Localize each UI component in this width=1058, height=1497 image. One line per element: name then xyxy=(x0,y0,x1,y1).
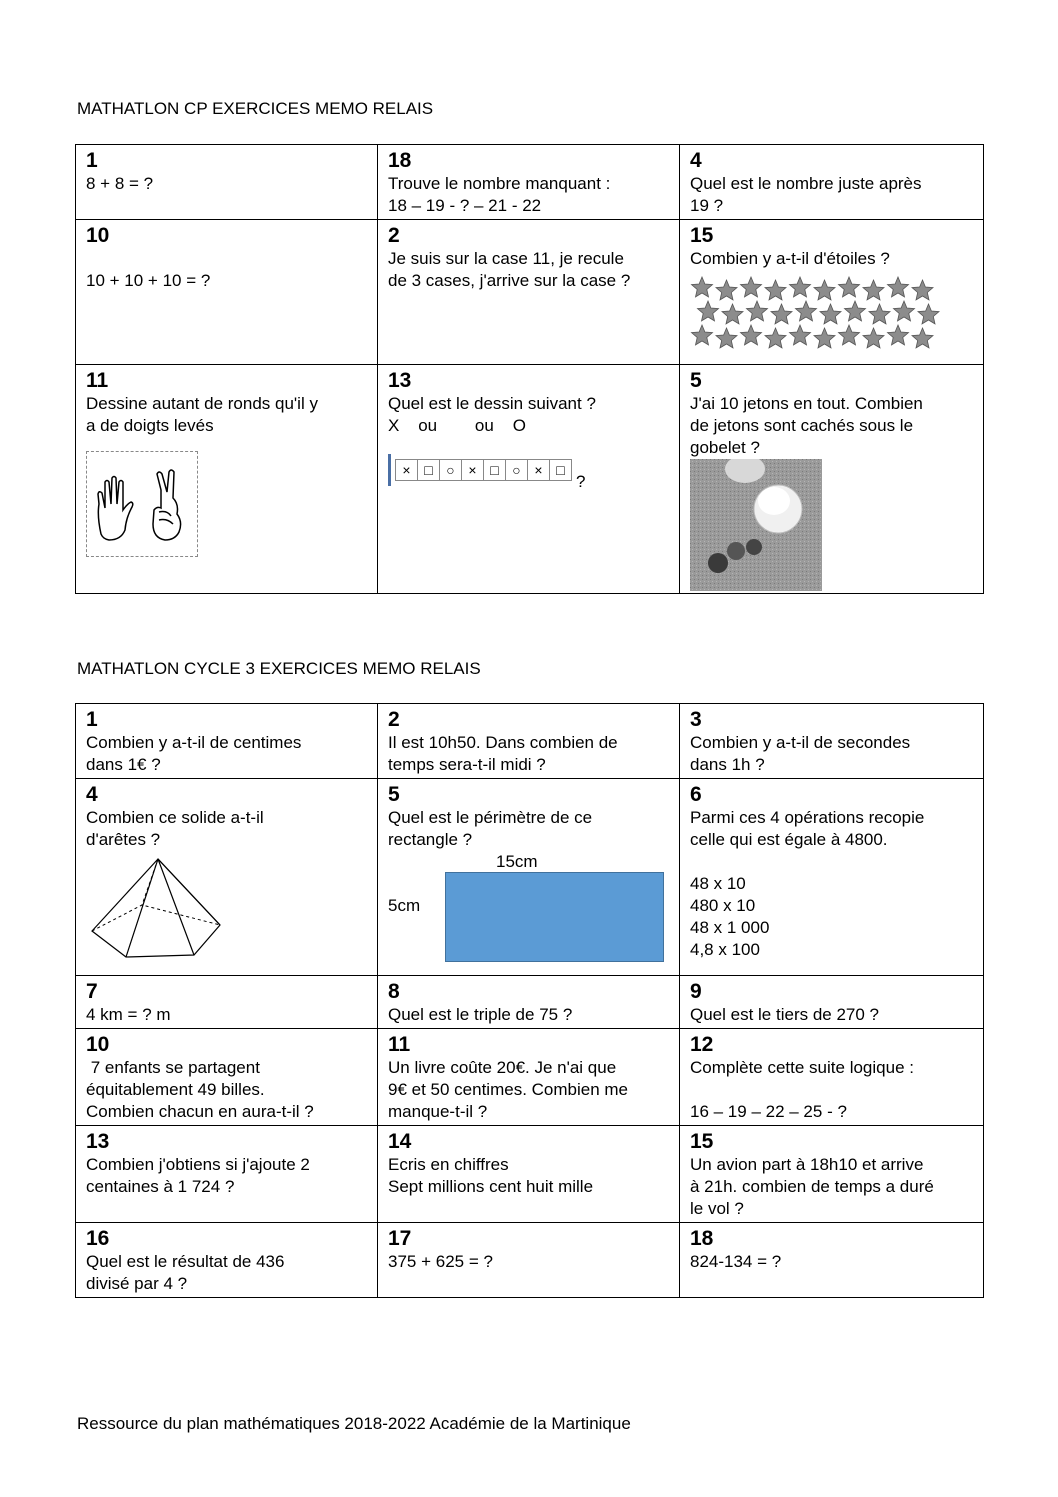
symbol-sequence xyxy=(388,447,669,493)
cycle3-exercise-table xyxy=(75,703,984,1298)
exercise-text: à 21h. combien de temps a duré xyxy=(690,1177,934,1196)
star-icon xyxy=(912,280,933,300)
rectangle-height-label: 5cm xyxy=(388,896,421,915)
star-icon xyxy=(820,304,841,324)
exercise-text: 18 – 19 - ? – 21 - 22 xyxy=(388,196,542,215)
exercise-text: 7 enfants se partagent xyxy=(86,1058,260,1077)
exercise-text: 48 x 1 000 xyxy=(690,918,770,937)
exercise-number: 5 xyxy=(388,783,400,806)
exercise-text: Un livre coûte 20€. Je n'ai que xyxy=(388,1058,617,1077)
exercise-text: dans 1h ? xyxy=(690,755,765,774)
exercise-text: 19 ? xyxy=(690,196,724,215)
exercise-text: 16 – 19 – 22 – 25 - ? xyxy=(690,1102,847,1121)
cp-cell xyxy=(378,220,680,365)
c3-cell xyxy=(76,1126,378,1223)
stars-image xyxy=(690,276,973,362)
star-icon xyxy=(814,280,835,300)
exercise-text xyxy=(690,1079,973,1101)
exercise-text: Complète cette suite logique : xyxy=(690,1058,914,1077)
exercise-number: 1 xyxy=(86,149,98,172)
star-icon xyxy=(765,280,786,300)
exercise-text: 824-134 = ? xyxy=(690,1252,782,1271)
exercise-number: 11 xyxy=(86,369,109,392)
star-icon xyxy=(790,277,811,297)
exercise-text: centaines à 1 724 ? xyxy=(86,1177,235,1196)
exercise-text: Sept millions cent huit mille xyxy=(388,1177,594,1196)
exercise-number: 12 xyxy=(690,1033,714,1056)
exercise-text: Combien ce solide a-t-il xyxy=(86,808,264,827)
exercise-text: Combien chacun en aura-t-il ? xyxy=(86,1102,314,1121)
exercise-text: Dessine autant de ronds qu'il y xyxy=(86,394,318,413)
star-icon xyxy=(692,325,713,345)
exercise-text xyxy=(86,248,367,270)
star-icon xyxy=(888,325,909,345)
star-icon xyxy=(771,304,792,324)
cp-cell xyxy=(680,220,984,365)
exercise-text: 8 + 8 = ? xyxy=(86,174,154,193)
exercise-number: 2 xyxy=(388,224,400,247)
sequence-symbol: × xyxy=(462,460,484,480)
exercise-text: rectangle ? xyxy=(388,830,473,849)
exercise-text: Parmi ces 4 opérations recopie xyxy=(690,808,925,827)
exercise-number: 4 xyxy=(690,149,702,172)
star-icon xyxy=(888,277,909,297)
c3-cell xyxy=(378,976,680,1029)
exercise-text: Quel est le périmètre de ce xyxy=(388,808,593,827)
star-icon xyxy=(765,328,786,348)
exercise-text: Combien y a-t-il de secondes xyxy=(690,733,911,752)
exercise-number: 10 xyxy=(86,1033,110,1056)
exercise-number: 1 xyxy=(86,708,98,731)
raised-fingers-image xyxy=(86,451,198,557)
sequence-symbol: × xyxy=(528,460,550,480)
exercise-number: 7 xyxy=(86,980,98,1003)
footer-source: Ressource du plan mathématiques 2018-2022 Académie de la Martinique xyxy=(77,1414,631,1433)
c3-cell xyxy=(378,1126,680,1223)
exercise-text: de jetons sont cachés sous le xyxy=(690,416,914,435)
star-icon xyxy=(716,328,737,348)
exercise-text xyxy=(690,851,973,873)
exercise-text: divisé par 4 ? xyxy=(86,1274,188,1293)
exercise-text: 9€ et 50 centimes. Combien me xyxy=(388,1080,629,1099)
c3-cell xyxy=(76,1223,378,1298)
exercise-text: équitablement 49 billes. xyxy=(86,1080,265,1099)
c3-cell xyxy=(76,779,378,976)
exercise-text: manque-t-il ? xyxy=(388,1102,488,1121)
cp-cell xyxy=(378,365,680,594)
exercise-number: 2 xyxy=(388,708,400,731)
exercise-text: Trouve le nombre manquant : xyxy=(388,174,611,193)
c3-cell xyxy=(378,779,680,976)
exercise-text: Quel est le dessin suivant ? xyxy=(388,394,596,413)
exercise-text: J'ai 10 jetons en tout. Combien xyxy=(690,394,923,413)
star-icon xyxy=(814,328,835,348)
blue-rectangle xyxy=(445,872,664,962)
sequence-symbol: □ xyxy=(418,460,440,480)
exercise-number: 14 xyxy=(388,1130,412,1153)
exercise-text: 4,8 x 100 xyxy=(690,940,760,959)
star-icon xyxy=(863,328,884,348)
exercise-text: 10 + 10 + 10 = ? xyxy=(86,271,211,290)
exercise-text: Un avion part à 18h10 et arrive xyxy=(690,1155,924,1174)
exercise-number: 3 xyxy=(690,708,702,731)
exercise-text: 480 x 10 xyxy=(690,896,756,915)
exercise-number: 6 xyxy=(690,783,702,806)
exercise-number: 5 xyxy=(690,369,702,392)
exercise-text: Combien j'obtiens si j'ajoute 2 xyxy=(86,1155,310,1174)
exercise-text: Je suis sur la case 11, je recule xyxy=(388,249,624,268)
star-icon xyxy=(741,277,762,297)
star-icon xyxy=(869,304,890,324)
exercise-number: 13 xyxy=(388,369,412,392)
cp-cell xyxy=(378,145,680,220)
star-icon xyxy=(894,301,915,321)
exercise-text: d'arêtes ? xyxy=(86,830,161,849)
cycle3-title: MATHATLON CYCLE 3 EXERCICES MEMO RELAIS xyxy=(77,659,481,678)
exercise-text: Quel est le triple de 75 ? xyxy=(388,1005,573,1024)
exercise-number: 8 xyxy=(388,980,400,1003)
star-icon xyxy=(790,325,811,345)
exercise-text: Quel est le résultat de 436 xyxy=(86,1252,285,1271)
exercise-text: X ou ou O xyxy=(388,416,526,435)
c3-cell xyxy=(680,1029,984,1126)
sequence-symbol: ○ xyxy=(506,460,528,480)
cp-cell xyxy=(76,365,378,594)
star-icon xyxy=(845,301,866,321)
exercise-text: 48 x 10 xyxy=(690,874,746,893)
c3-cell xyxy=(680,1126,984,1223)
exercise-text: dans 1€ ? xyxy=(86,755,161,774)
star-icon xyxy=(722,304,743,324)
exercise-number: 18 xyxy=(690,1227,714,1250)
sequence-question-mark: ? xyxy=(576,472,586,491)
exercise-text: Ecris en chiffres xyxy=(388,1155,509,1174)
exercise-number: 9 xyxy=(690,980,702,1003)
rectangle-figure xyxy=(388,851,669,961)
pyramid-drawing xyxy=(86,855,367,969)
exercise-text: de 3 cases, j'arrive sur la case ? xyxy=(388,271,631,290)
exercise-number: 11 xyxy=(388,1033,411,1056)
c3-cell xyxy=(680,1223,984,1298)
cp-title: MATHATLON CP EXERCICES MEMO RELAIS xyxy=(77,99,434,118)
cup-tokens-photo xyxy=(690,459,822,591)
sequence-symbol: ○ xyxy=(440,460,462,480)
c3-cell xyxy=(76,704,378,779)
exercise-text: a de doigts levés xyxy=(86,416,214,435)
exercise-text: 4 km = ? m xyxy=(86,1005,171,1024)
cp-cell xyxy=(76,145,378,220)
exercise-text: le vol ? xyxy=(690,1199,744,1218)
star-icon xyxy=(839,325,860,345)
star-icon xyxy=(796,301,817,321)
exercise-number: 15 xyxy=(690,1130,714,1153)
star-icon xyxy=(692,277,713,297)
c3-cell xyxy=(680,779,984,976)
star-icon xyxy=(839,277,860,297)
cp-cell xyxy=(680,145,984,220)
c3-cell xyxy=(378,1029,680,1126)
c3-cell xyxy=(76,1029,378,1126)
star-icon xyxy=(716,280,737,300)
star-icon xyxy=(863,280,884,300)
rectangle-width-label: 15cm xyxy=(496,852,538,871)
exercise-text: temps sera-t-il midi ? xyxy=(388,755,546,774)
exercise-number: 18 xyxy=(388,149,412,172)
cp-cell xyxy=(680,365,984,594)
exercise-number: 16 xyxy=(86,1227,110,1250)
exercise-text: celle qui est égale à 4800. xyxy=(690,830,888,849)
cp-cell xyxy=(76,220,378,365)
sequence-symbol: □ xyxy=(484,460,506,480)
sequence-symbol: × xyxy=(396,460,418,480)
exercise-text: Il est 10h50. Dans combien de xyxy=(388,733,618,752)
exercise-text: Combien y a-t-il de centimes xyxy=(86,733,302,752)
c3-cell xyxy=(378,1223,680,1298)
cp-exercise-table xyxy=(75,144,984,594)
exercise-number: 4 xyxy=(86,783,98,806)
c3-cell xyxy=(378,704,680,779)
exercise-number: 15 xyxy=(690,224,714,247)
sequence-symbol: □ xyxy=(556,462,565,478)
exercise-number: 17 xyxy=(388,1227,412,1250)
star-icon xyxy=(747,301,768,321)
exercise-text: Combien y a-t-il d'étoiles ? xyxy=(690,249,890,268)
exercise-number: 10 xyxy=(86,224,110,247)
exercise-text: Quel est le nombre juste après xyxy=(690,174,922,193)
exercise-number: 13 xyxy=(86,1130,110,1153)
star-icon xyxy=(698,301,719,321)
c3-cell xyxy=(680,704,984,779)
exercise-text: gobelet ? xyxy=(690,438,760,457)
star-icon xyxy=(741,325,762,345)
c3-cell xyxy=(76,976,378,1029)
star-icon xyxy=(918,304,939,324)
c3-cell xyxy=(680,976,984,1029)
exercise-text: Quel est le tiers de 270 ? xyxy=(690,1005,880,1024)
star-icon xyxy=(912,328,933,348)
exercise-text: 375 + 625 = ? xyxy=(388,1252,493,1271)
